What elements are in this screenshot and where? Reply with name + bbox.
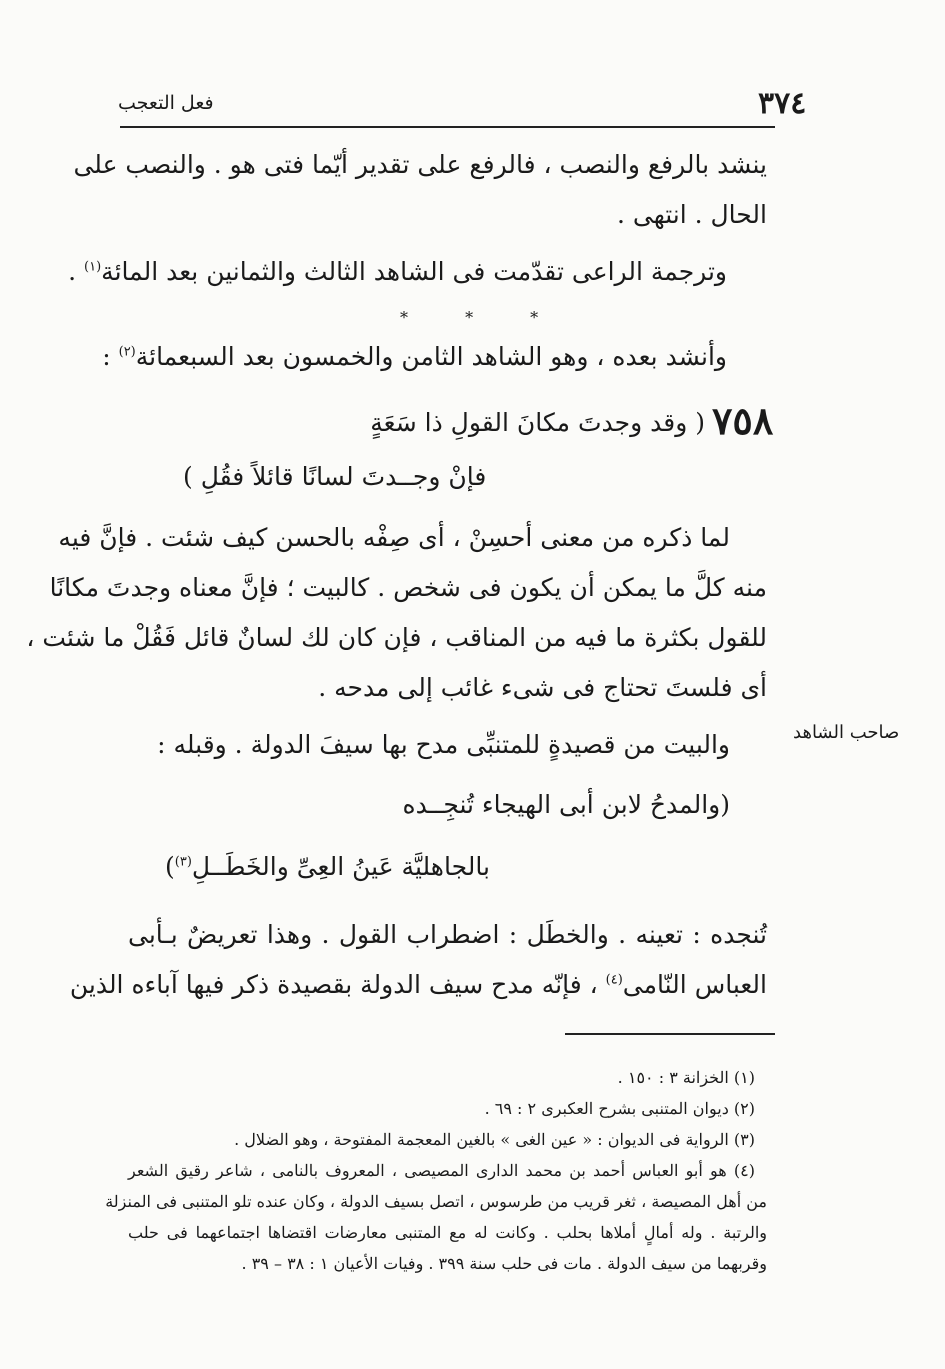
body-line: لما ذكره من معنى أحسِنْ ، أى صِفْه بالحسن كيف شئت . فإنَّ فيه (58, 523, 730, 552)
verse-number: ٧٥٨ (712, 398, 774, 443)
margin-note: صاحب الشاهد (793, 722, 900, 743)
verse-hemistich: فإنْ وجــدتَ لسانًا قائلاً فقُلِ ) (183, 462, 487, 491)
body-line: العباس النّامى$^{(٤)}$ ، فإنّه مدح سيف الدولة بقصيدة ذكر فيها آباءه الذين (69, 970, 767, 999)
body-line: والبيت من قصيدةٍ للمتنبِّى مدح بها سيفَ الدولة . وقبله : (157, 730, 730, 759)
section-separator: * * * (400, 308, 565, 327)
footnote-rule (565, 1033, 775, 1035)
page-number: ٣٧٤ (758, 86, 807, 121)
verse-hemistich: بالجاهليَّة عَينُ العِىِّ والخَطَــلِ$^{(٣)}$) (165, 852, 490, 881)
footnote: (٢) ديوان المتنبى بشرح العكبرى ٢ : ٦٩ . (484, 1099, 755, 1118)
verse-hemistich: (والمدحُ لابن أبى الهيجاء تُنجِــده (402, 790, 730, 819)
verse-hemistich: ( وقد وجدتَ مكانَ القولِ ذا سَعَةٍ (370, 408, 705, 437)
body-line: الحال . انتهى . (616, 200, 767, 229)
footnote-ref: (١) (84, 259, 102, 275)
footnote-line: من أهل المصيصة ، ثغر قريب من طرسوس ، اتصل بسيف الدولة ، وكان عنده تلو المتنبى فى المنزلة (105, 1192, 767, 1211)
body-line: تُنجده : تعينه . والخطَل : اضطراب القول . وهذا تعريضٌ بـأبى (128, 920, 767, 949)
body-line: ينشد بالرفع والنصب ، فالرفع على تقدير أيّما فتى هو . والنصب على (73, 150, 767, 179)
body-line: وأنشد بعده ، وهو الشاهد الثامن والخمسون بعد السبعمائة$^{(٢)}$ : (102, 342, 727, 371)
footnote-line: والرتبة . وله أمالٍ أملاها بحلب . وكانت له مع المتنبى معارضات اقتضاها اجتماعهما فى حلب (128, 1223, 767, 1242)
footnote-ref: (٢) (118, 344, 136, 360)
footnote-ref: (٤) (605, 972, 623, 988)
footnote: (٣) الرواية فى الديوان : « عين الغى » بالغين المعجمة المفتوحة ، وهو الضلال . (234, 1130, 755, 1149)
body-line: أى فلستَ تحتاج فى شىء غائب إلى مدحه . (318, 673, 767, 702)
body-line: وترجمة الراعى تقدّمت فى الشاهد الثالث والثمانين بعد المائة$^{(١)}$ . (68, 257, 727, 286)
running-title: فعل التعجب (118, 92, 214, 114)
body-line: منه كلَّ ما يمكن أن يكون فى شخص . كالبيت ؛ فإنَّ معناه وجدتَ مكانًا (49, 573, 767, 602)
header-rule (120, 126, 775, 128)
footnote: (١) الخزانة ٣ : ١٥٠ . (617, 1068, 755, 1087)
footnote-line: وقربهما من سيف الدولة . مات فى حلب سنة ٣٩٩ . وفيات الأعيان ١ : ٣٨ – ٣٩ . (241, 1254, 767, 1273)
footnote: (٤) هو أبو العباس أحمد بن محمد الدارى المصيصى ، المعروف بالنامى ، شاعر رقيق الشعر (128, 1161, 755, 1180)
body-line: للقول بكثرة ما فيه من المناقب ، فإن كان لك لسانٌ قائل فَقُلْ ما شئت ، (26, 623, 767, 652)
footnote-ref: (٣) (174, 854, 192, 870)
